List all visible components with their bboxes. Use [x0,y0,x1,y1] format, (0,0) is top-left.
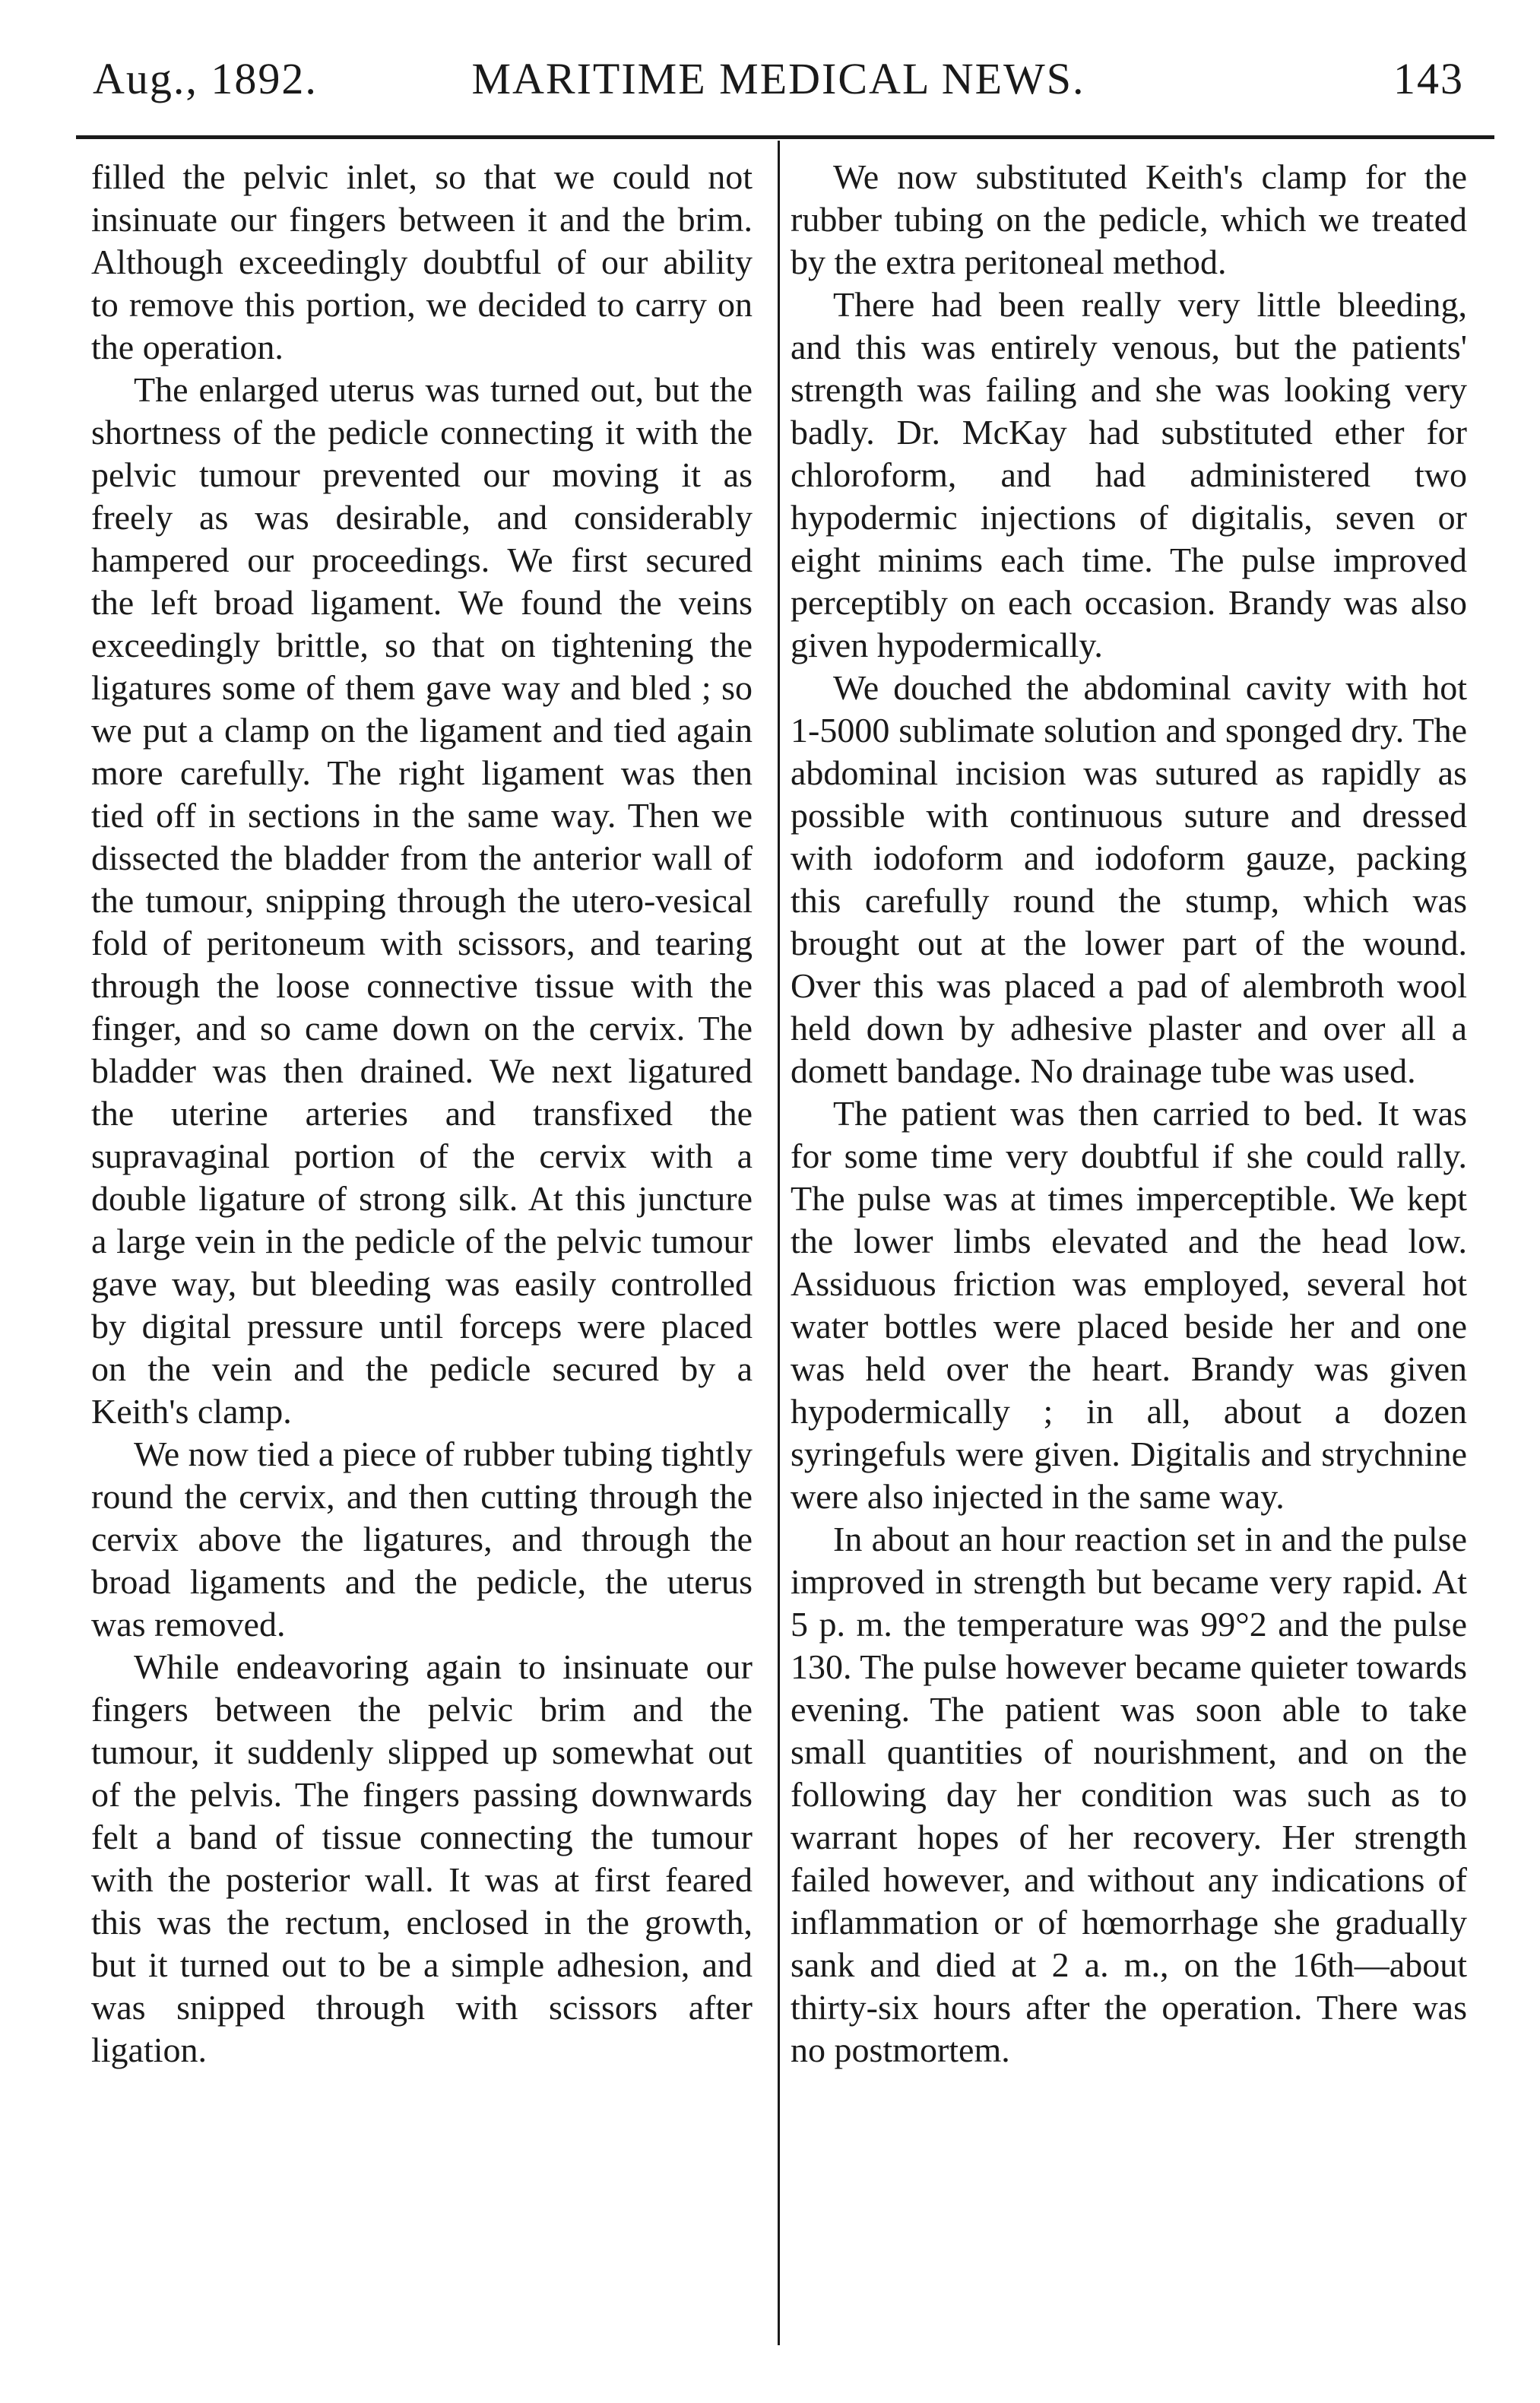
paragraph: filled the pelvic inlet, so that we could not insinuate our fingers between it and the brim. Although exceedingly doubtful of our ability to remove this portion, we decided to carry on the operation. [91,157,753,366]
paragraph: We now tied a piece of rubber tubing tightly round the cervix, and then cutting through the cervix above the ligatures, and through the broad ligaments and the pedicle, the uterus was removed. [91,1435,753,1644]
paragraph: We now substituted Keith's clamp for the rubber tubing on the pedicle, which we treated by the extra peritoneal method. [791,157,1467,281]
left-column [91,156,753,2072]
page-number: 143 [1393,54,1464,103]
issue-date: Aug., 1892. [93,54,318,103]
paragraph: In about an hour reaction set in and the pulse improved in strength but became very rapid. At 5 p. m. the temperature was 99°2 and the pulse 130. The pulse however became quieter towards evening. The patient was soon able to take small quantities of nourishment, and on the following day her condition was such as to warrant hopes of her recovery. Her strength failed however, and without any indications of inflammation or of hœmorrhage she gradually sank and died at 2 a. m., on the 16th—about thirty-six hours after the operation. There was no postmortem. [791,1520,1467,2069]
paragraph: The patient was then carried to bed. It was for some time very doubtful if she could rally. The pulse was at times imperceptible. We kept the lower limbs elevated and the head low. Assiduous friction was employed, several hot water bottles were placed beside her and one was held over the heart. Brandy was given hypodermically ; in all, about a dozen syringefuls were given. Digitalis and strychnine were also injected in the same way. [791,1094,1467,1516]
column-divider [778,141,780,2345]
journal-title: MARITIME MEDICAL NEWS. [471,54,1085,103]
paragraph: The enlarged uterus was turned out, but the shortness of the pedicle connecting it with the pelvic tumour prevented our moving it as freely as was desirable, and considerably hampered our proceedings. We first secured the left broad ligament. We found the veins exceedingly brittle, so that on tightening the ligatures some of them gave way and bled ; so we put a clamp on the ligament and tied again more carefully. The right ligament was then tied off in sections in the same way. Then we dissected the bladder from the anterior wall of the tumour, snipping through the utero-vesical fold of peritoneum with scissors, and tearing through the loose connective tissue with the finger, and so came down on the cervix. The bladder was then drained. We next ligatured the uterine arteries and transfixed the supravaginal portion of the cervix with a double ligature of strong silk. At this juncture a large vein in the pedicle of the pelvic tumour gave way, but bleeding was easily controlled by digital pressure until forceps were placed on the vein and the pedicle secured by a Keith's clamp. [91,370,753,1431]
header-rule [76,135,1494,139]
paragraph: While endeavoring again to insinuate our fingers between the pelvic brim and the tumour, it suddenly slipped up somewhat out of the pelvis. The fingers passing downwards felt a band of tissue connecting the tumour with the posterior wall. It was at first feared this was the rectum, enclosed in the growth, but it turned out to be a simple adhesion, and was snipped through with scissors after ligation. [91,1647,753,2069]
running-header [93,53,1464,122]
paragraph: There had been really very little bleeding, and this was entirely venous, but the patients' strength was failing and she was looking very badly. Dr. McKay had substituted ether for chloroform, and had administered two hypodermic injections of digitalis, seven or eight minims each time. The pulse improved perceptibly on each occasion. Brandy was also given hypodermically. [791,285,1467,664]
paragraph: We douched the abdominal cavity with hot 1-5000 sublimate solution and sponged dry. The abdominal incision was sutured as rapidly as possible with continuous suture and dressed with iodoform and iodoform gauze, packing this carefully round the stump, which was brought out at the lower part of the wound. Over this was placed a pad of alembroth wool held down by adhesive plaster and over all a domett bandage. No drainage tube was used. [791,668,1467,1090]
right-column [791,156,1467,2072]
